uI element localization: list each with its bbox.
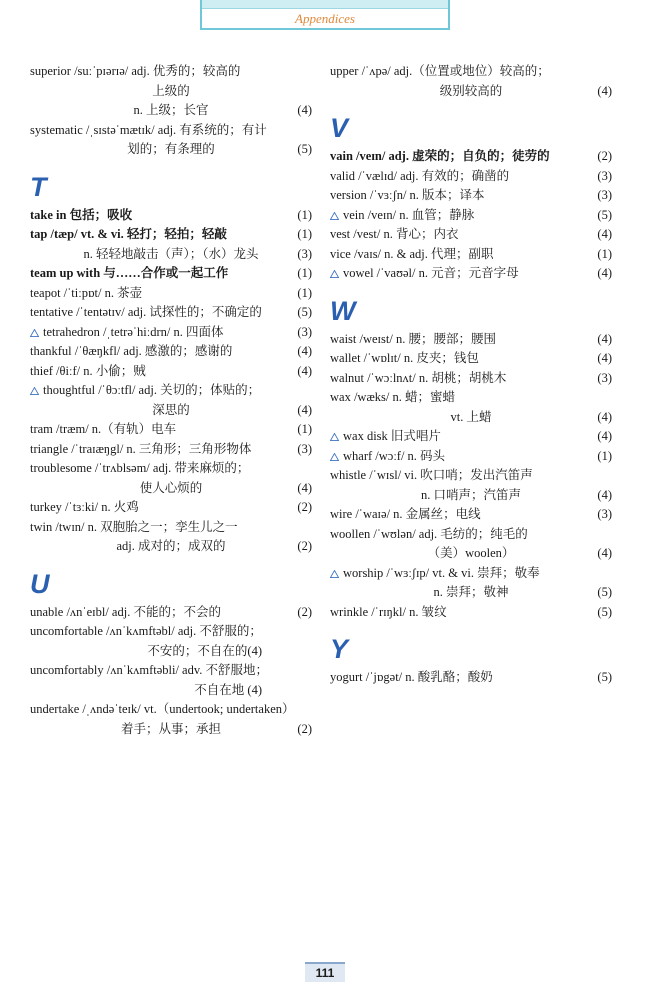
glossary-entry-text: turkey /ˈtɜːki/ n. 火鸡 xyxy=(30,500,139,514)
glossary-entry xyxy=(30,264,312,284)
glossary-entry-unit-number: (4) xyxy=(597,351,612,365)
glossary-entry-line xyxy=(30,206,312,226)
glossary-entry xyxy=(30,206,312,226)
glossary-entry-unit-number: (2) xyxy=(297,721,312,736)
glossary-entry-unit-number: (1) xyxy=(597,448,612,463)
glossary-entry-line xyxy=(330,245,612,265)
glossary-entry-unit-number: (3) xyxy=(297,246,312,261)
glossary-entry-text: 深思的 xyxy=(152,402,190,417)
glossary-entry-text: 不安的；不自在的(4) xyxy=(147,643,262,658)
glossary-entry-line xyxy=(330,544,612,564)
glossary-entry-line xyxy=(30,245,312,265)
glossary-entry-unit-number: (4) xyxy=(597,266,612,280)
glossary-entry-line xyxy=(30,420,312,440)
glossary-entry-line xyxy=(30,401,312,421)
header-band-stripe xyxy=(202,0,448,9)
glossary-entry-text: tap /tæp/ vt. & vi. 轻打；轻拍；轻敲 xyxy=(30,227,227,241)
glossary-entry-text: wallet /ˈwɒlɪt/ n. 皮夹；钱包 xyxy=(330,351,479,365)
glossary-entry-line xyxy=(330,668,612,688)
glossary-entry-text: n. 上级；长官 xyxy=(133,103,209,117)
glossary-entry xyxy=(330,167,612,187)
glossary-entry-text: n. 口哨声；汽笛声 xyxy=(420,487,521,502)
glossary-entry xyxy=(30,342,312,362)
glossary-entry-line xyxy=(330,186,612,206)
glossary-entry-text: yogurt /ˈjɒgət/ n. 酸乳酪；酸奶 xyxy=(330,670,493,684)
glossary-entry-text: vest /vest/ n. 背心；内衣 xyxy=(330,227,459,241)
glossary-entry xyxy=(30,303,312,323)
glossary-entry xyxy=(330,264,612,284)
glossary-entry-line xyxy=(30,284,312,304)
glossary-entry-line xyxy=(330,486,612,506)
glossary-entry xyxy=(330,388,612,427)
glossary-entry xyxy=(30,225,312,264)
glossary-entry-text: uncomfortable /ʌnˈkʌmftəbl/ adj. 不舒服的； xyxy=(30,624,262,638)
glossary-entry-line xyxy=(330,206,612,226)
glossary-entry-line xyxy=(30,323,312,343)
glossary-entry-unit-number: (2) xyxy=(297,539,312,553)
glossary-entry-text: walnut /ˈwɔːlnʌt/ n. 胡桃；胡桃木 xyxy=(330,370,507,385)
glossary-entry-line xyxy=(330,447,612,467)
glossary-entry-text: thankful /ˈθæŋkfl/ adj. 感激的；感谢的 xyxy=(30,344,233,358)
glossary-entry-line xyxy=(30,362,312,382)
glossary-entry-line xyxy=(330,583,612,603)
glossary-entry-unit-number: (1) xyxy=(597,246,612,261)
glossary-entry-line xyxy=(330,505,612,525)
glossary-entry-unit-number: (3) xyxy=(297,324,312,339)
glossary-entry xyxy=(330,186,612,206)
glossary-entry-text: worship /ˈwɜːʃɪp/ vt. & vi. 崇拜；敬奉 xyxy=(343,565,540,580)
page-header-title: Appendices xyxy=(295,11,355,26)
glossary-entry-text: wharf /wɔːf/ n. 码头 xyxy=(343,448,446,463)
glossary-entry-unit-number: (4) xyxy=(297,103,312,117)
glossary-entry-text: thief /θiːf/ n. 小偷；贼 xyxy=(30,363,146,378)
glossary-entry-text: troublesome /ˈtrʌblsəm/ adj. 带来麻烦的； xyxy=(30,461,250,475)
glossary-entry-text: （美）woolen） xyxy=(427,546,515,560)
glossary-entry-text: 划的；有条理的 xyxy=(127,142,215,156)
glossary-entry-unit-number: (4) xyxy=(597,429,612,443)
glossary-entry-unit-number: (4) xyxy=(297,402,312,417)
glossary-entry xyxy=(330,564,612,603)
glossary-entry-text: wrinkle /ˈrɪŋkl/ n. 皱纹 xyxy=(330,604,447,619)
glossary-entry-line xyxy=(330,147,612,167)
glossary-entry-unit-number: (3) xyxy=(597,188,612,202)
glossary-entry-text: vt. 上蜡 xyxy=(450,409,492,424)
glossary-entry xyxy=(330,245,612,265)
entry-marker-triangle-icon xyxy=(330,566,343,580)
glossary-entry-text: tram /træm/ n.（有轨）电车 xyxy=(30,422,177,436)
glossary-entry-line xyxy=(330,388,612,408)
glossary-entry xyxy=(30,603,312,623)
glossary-entry-text: woollen /ˈwʊlən/ adj. 毛纺的；纯毛的 xyxy=(330,526,528,541)
glossary-entry xyxy=(330,62,612,101)
glossary-entry-unit-number: (3) xyxy=(597,168,612,183)
entry-marker-triangle-icon xyxy=(330,429,343,443)
page-number: 111 xyxy=(305,962,345,982)
glossary-column-right xyxy=(330,62,612,688)
letter-section-heading: U xyxy=(30,568,49,599)
glossary-entry xyxy=(30,381,312,420)
glossary-entry-text: version /ˈvɜːʃn/ n. 版本；译本 xyxy=(330,188,485,202)
glossary-entry xyxy=(30,518,312,557)
glossary-entry-line xyxy=(330,264,612,284)
glossary-entry-text: team up with 与……合作或一起工作 xyxy=(30,266,229,280)
glossary-entry-text: thoughtful /ˈθɔːtfl/ adj. 关切的；体贴的； xyxy=(43,383,261,397)
glossary-entry-text: unable /ʌnˈeɪbl/ adj. 不能的；不会的 xyxy=(30,604,221,619)
glossary-entry xyxy=(330,447,612,467)
letter-section-heading: Y xyxy=(330,634,348,664)
glossary-entry-line xyxy=(30,700,312,720)
glossary-entry-line xyxy=(30,62,312,82)
glossary-entry-line xyxy=(330,564,612,584)
glossary-entry-text: triangle /ˈtraɪæŋgl/ n. 三角形；三角形物体 xyxy=(30,441,252,456)
entry-marker-triangle-icon xyxy=(330,266,343,280)
glossary-entry-line xyxy=(30,82,312,102)
glossary-entry-text: valid /ˈvælɪd/ adj. 有效的；确凿的 xyxy=(330,168,510,183)
glossary-entry-text: vein /veɪn/ n. 血管；静脉 xyxy=(343,207,475,222)
glossary-entry-text: wax disk 旧式唱片 xyxy=(343,429,441,443)
glossary-column-left xyxy=(30,62,312,739)
glossary-entry-unit-number: (4) xyxy=(297,344,312,358)
glossary-entry-line xyxy=(330,427,612,447)
glossary-entry xyxy=(330,349,612,369)
glossary-entry-line xyxy=(30,518,312,538)
glossary-entry-text: wire /ˈwaɪə/ n. 金属丝；电线 xyxy=(330,507,481,521)
glossary-entry-line xyxy=(30,479,312,499)
glossary-entry xyxy=(330,525,612,564)
letter-section-heading: W xyxy=(330,295,355,326)
glossary-entry xyxy=(30,459,312,498)
glossary-entry-line xyxy=(330,62,612,82)
glossary-entry-text: wax /wæks/ n. 蜡；蜜蜡 xyxy=(330,390,456,404)
glossary-entry-text: vain /veɪn/ adj. 虚荣的；自负的；徒劳的 xyxy=(330,149,550,163)
glossary-entry xyxy=(330,427,612,447)
glossary-entry-text: adj. 成对的；成双的 xyxy=(116,539,226,553)
glossary-entry-text: twin /twɪn/ n. 双胞胎之一；孪生儿之一 xyxy=(30,519,238,534)
glossary-entry-unit-number: (4) xyxy=(597,487,612,502)
glossary-entry xyxy=(30,62,312,121)
glossary-entry-line xyxy=(330,225,612,245)
glossary-entry-line xyxy=(30,303,312,323)
glossary-entry-line xyxy=(30,140,312,160)
glossary-entry-text: undertake /ˌʌndəˈteɪk/ vt.（undertook; undertaken） xyxy=(30,702,295,716)
glossary-entry xyxy=(30,661,312,700)
glossary-entry xyxy=(330,505,612,525)
glossary-entry-unit-number: (1) xyxy=(297,227,312,241)
glossary-entry-line xyxy=(330,525,612,545)
glossary-entry-text: vowel /ˈvaʊəl/ n. 元音；元音字母 xyxy=(343,266,519,280)
glossary-entry-unit-number: (4) xyxy=(297,363,312,378)
entry-marker-triangle-icon xyxy=(30,383,43,397)
glossary-entry-unit-number: (5) xyxy=(297,142,312,156)
glossary-entry-unit-number: (2) xyxy=(597,149,612,163)
glossary-entry-line xyxy=(330,349,612,369)
entry-marker-triangle-icon xyxy=(330,449,343,463)
glossary-entry-line xyxy=(30,225,312,245)
glossary-entry-unit-number: (1) xyxy=(297,266,312,280)
glossary-entry xyxy=(30,420,312,440)
glossary-entry-unit-number: (5) xyxy=(597,585,612,599)
letter-section-heading: V xyxy=(330,113,348,143)
glossary-entry-line xyxy=(30,537,312,557)
glossary-entry-line xyxy=(330,330,612,350)
glossary-entry-text: waist /weɪst/ n. 腰；腰部；腰围 xyxy=(330,331,496,346)
glossary-entry-line xyxy=(330,603,612,623)
letter-section-heading: T xyxy=(30,171,46,202)
glossary-entry xyxy=(330,369,612,389)
glossary-entry-unit-number: (4) xyxy=(597,83,612,98)
glossary-entry-line xyxy=(330,466,612,486)
glossary-entry-text: 使人心烦的 xyxy=(139,480,203,495)
glossary-entry xyxy=(30,323,312,343)
glossary-entry-line xyxy=(30,498,312,518)
glossary-entry-text: n. 轻轻地敲击（声）；（水）龙头 xyxy=(83,246,259,261)
glossary-entry-unit-number: (2) xyxy=(297,500,312,514)
glossary-entry-text: vice /vaɪs/ n. & adj. 代理；副职 xyxy=(330,246,494,261)
glossary-entry-unit-number: (3) xyxy=(297,441,312,456)
glossary-entry-text: teapot /ˈtiːpɒt/ n. 茶壶 xyxy=(30,285,143,300)
glossary-entry xyxy=(330,466,612,505)
glossary-entry-text: uncomfortably /ʌnˈkʌmftəbli/ adv. 不舒服地； xyxy=(30,663,269,677)
entry-marker-triangle-icon xyxy=(30,325,43,339)
glossary-entry xyxy=(30,121,312,160)
glossary-entry-line xyxy=(30,381,312,401)
glossary-entry xyxy=(330,668,612,688)
glossary-entry-unit-number: (1) xyxy=(297,422,312,436)
glossary-entry-unit-number: (5) xyxy=(597,604,612,619)
glossary-entry-unit-number: (5) xyxy=(297,305,312,319)
glossary-entry-line xyxy=(30,264,312,284)
glossary-entry-unit-number: (3) xyxy=(597,507,612,521)
glossary-entry-unit-number: (4) xyxy=(297,480,312,495)
glossary-entry-text: 着手；从事；承担 xyxy=(120,721,221,736)
glossary-entry-line xyxy=(30,622,312,642)
entry-marker-triangle-icon xyxy=(330,208,343,222)
glossary-entry-line xyxy=(30,642,312,662)
glossary-entry-unit-number: (4) xyxy=(597,546,612,560)
glossary-entry-line xyxy=(330,167,612,187)
glossary-entry-line xyxy=(30,681,312,701)
glossary-entry xyxy=(330,330,612,350)
glossary-entry-unit-number: (4) xyxy=(597,331,612,346)
glossary-entry-text: 上级的 xyxy=(152,83,190,98)
glossary-entry-line xyxy=(30,440,312,460)
glossary-entry xyxy=(330,225,612,245)
glossary-entry-text: systematic /ˌsɪstəˈmætɪk/ adj. 有系统的；有计 xyxy=(30,122,267,137)
glossary-entry-line xyxy=(330,369,612,389)
glossary-entry-line xyxy=(30,121,312,141)
glossary-entry-unit-number: (2) xyxy=(297,604,312,619)
glossary-entry-line xyxy=(30,101,312,121)
glossary-entry-unit-number: (5) xyxy=(597,670,612,684)
glossary-entry-line xyxy=(330,82,612,102)
glossary-entry-unit-number: (1) xyxy=(297,207,312,222)
page-header-band xyxy=(200,0,450,30)
glossary-entry xyxy=(30,362,312,382)
glossary-entry xyxy=(30,284,312,304)
glossary-entry xyxy=(30,440,312,460)
glossary-entry xyxy=(330,147,612,167)
glossary-entry-unit-number: (4) xyxy=(597,409,612,424)
glossary-entry-text: n. 崇拜；敬神 xyxy=(433,585,509,599)
glossary-entry-text: superior /suːˈpɪərɪə/ adj. 优秀的；较高的 xyxy=(30,64,241,78)
glossary-entry xyxy=(30,622,312,661)
glossary-entry-line xyxy=(30,603,312,623)
glossary-entry-unit-number: (1) xyxy=(297,285,312,300)
glossary-entry-text: upper /ˈʌpə/ adj.（位置或地位）较高的； xyxy=(330,64,550,78)
glossary-entry-unit-number: (5) xyxy=(597,207,612,222)
glossary-entry-text: tentative /ˈtentətɪv/ adj. 试探性的；不确定的 xyxy=(30,305,262,319)
glossary-entry-line xyxy=(330,408,612,428)
glossary-entry-text: 级别较高的 xyxy=(439,83,503,98)
glossary-entry-line xyxy=(30,342,312,362)
glossary-entry xyxy=(30,700,312,739)
glossary-entry-text: tetrahedron /ˌtetrəˈhiːdrn/ n. 四面体 xyxy=(43,324,224,339)
glossary-entry-text: whistle /ˈwɪsl/ vi. 吹口哨；发出汽笛声 xyxy=(330,468,533,482)
glossary-entry-unit-number: (4) xyxy=(597,227,612,241)
glossary-entry-line xyxy=(30,459,312,479)
glossary-entry-text: 不自在地 (4) xyxy=(194,682,262,697)
glossary-entry-unit-number: (3) xyxy=(597,370,612,385)
glossary-entry-line xyxy=(30,720,312,740)
glossary-entry-text: take in 包括；吸收 xyxy=(30,207,133,222)
glossary-entry xyxy=(330,603,612,623)
glossary-entry xyxy=(330,206,612,226)
glossary-entry-line xyxy=(30,661,312,681)
glossary-entry xyxy=(30,498,312,518)
